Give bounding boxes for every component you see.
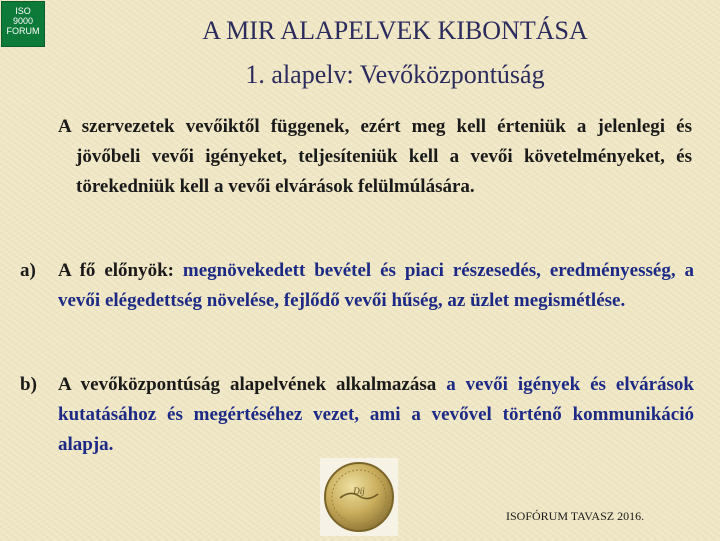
list-item-label: b): [20, 374, 37, 395]
award-medal-image: [320, 458, 398, 536]
list-item-highlight: megnövekedett bevétel és piaci részesedés, eredményesség, a vevői elégedettség növelése, fejlődő vevői hűség, az üzlet megismétlése.: [58, 260, 694, 311]
list-item-b: [20, 370, 694, 460]
list-item-a: [20, 256, 694, 316]
list-item-label: a): [20, 260, 36, 281]
logo-line-2: 9000: [12, 16, 34, 26]
slide-subtitle: 1. alapelv: Vevőközpontúság: [245, 60, 545, 89]
list-item-lead: A fő előnyök:: [58, 260, 183, 281]
footer-caption: ISOFÓRUM TAVASZ 2016.: [506, 509, 645, 523]
list-item-lead: A vevőközpontúság alapelvének alkalmazása: [58, 374, 447, 395]
intro-paragraph: [58, 112, 692, 202]
medal-icon: [320, 458, 398, 536]
list-item-highlight: a vevői igények és elvárások kutatásához és megértéséhez vezet, ami a vevővel történő kommunikáció alapja.: [58, 374, 694, 455]
list-item-body: [58, 256, 694, 316]
logo-line-3: FORUM: [6, 26, 40, 36]
slide-title: A MIR ALAPELVEK KIBONTÁSA: [202, 16, 588, 45]
logo-line-1: ISO: [15, 6, 31, 16]
medal-text: Díj: [353, 486, 365, 496]
list-item-body: [58, 370, 694, 460]
intro-text: A szervezetek vevőiktől függenek, ezért meg kell érteniük a jelenlegi és jövőbeli vevői igényeket, teljesíteniük kell a vevői követelményeket, és törekedniük kell a vevői elvárások felülmúlására.: [58, 116, 692, 197]
